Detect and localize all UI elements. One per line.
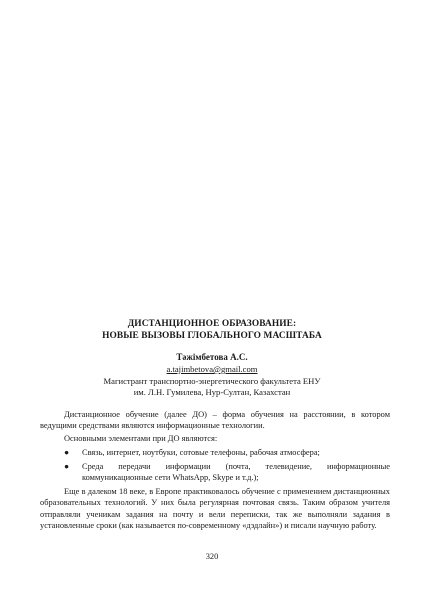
bullet-dot-icon: ● bbox=[64, 462, 70, 471]
bullet-item bbox=[40, 461, 390, 484]
body-paragraph-3: Еще в далеком 18 веке, в Европе практиковалось обучение с применением дистанционных образовательных технологий. У них была регулярная почтовая связь. Таким образом учителя отправляли ученикам задания на почту и вели переписки, так же выполняли задания в установленные сроки (как называется по-современному «дэдлайн») и писали научную работу. bbox=[40, 487, 390, 530]
article-title-line1: ДИСТАНЦИОННОЕ ОБРАЗОВАНИЕ: bbox=[127, 319, 297, 329]
article-title-line2: НОВЫЕ ВЫЗОВЫ ГЛОБАЛЬНОГО МАСШТАБА bbox=[102, 331, 322, 341]
bullet-text: Связь, интернет, ноутбуки, сотовые телефоны, рабочая атмосфера; bbox=[82, 448, 320, 457]
bullet-text: Среда передачи информации (почта, телевидение, информационные коммуникационные сети WhatsApp, Skype и т.д.); bbox=[82, 462, 390, 483]
page-number: 320 bbox=[205, 552, 219, 561]
affiliation-line1: Магистрант транспортно-энергетического факультета ЕНУ bbox=[103, 376, 321, 386]
body-paragraph-1: Дистанционное обучение (далее ДО) – форма обучения на расстоянии, в котором ведущими средствами являются информационные технологии. bbox=[40, 410, 390, 431]
affiliation-line2: им. Л.Н. Гумилева, Нур-Султан, Казахстан bbox=[133, 387, 291, 397]
bullet-item bbox=[40, 447, 390, 458]
author-name: Тәжімбетова А.С. bbox=[176, 352, 248, 362]
bullet-dot-icon: ● bbox=[64, 448, 70, 457]
author-email[interactable]: a.tajimbetova@gmail.com bbox=[166, 364, 258, 374]
body-paragraph-2: Основными элементами при ДО являются: bbox=[64, 434, 218, 443]
